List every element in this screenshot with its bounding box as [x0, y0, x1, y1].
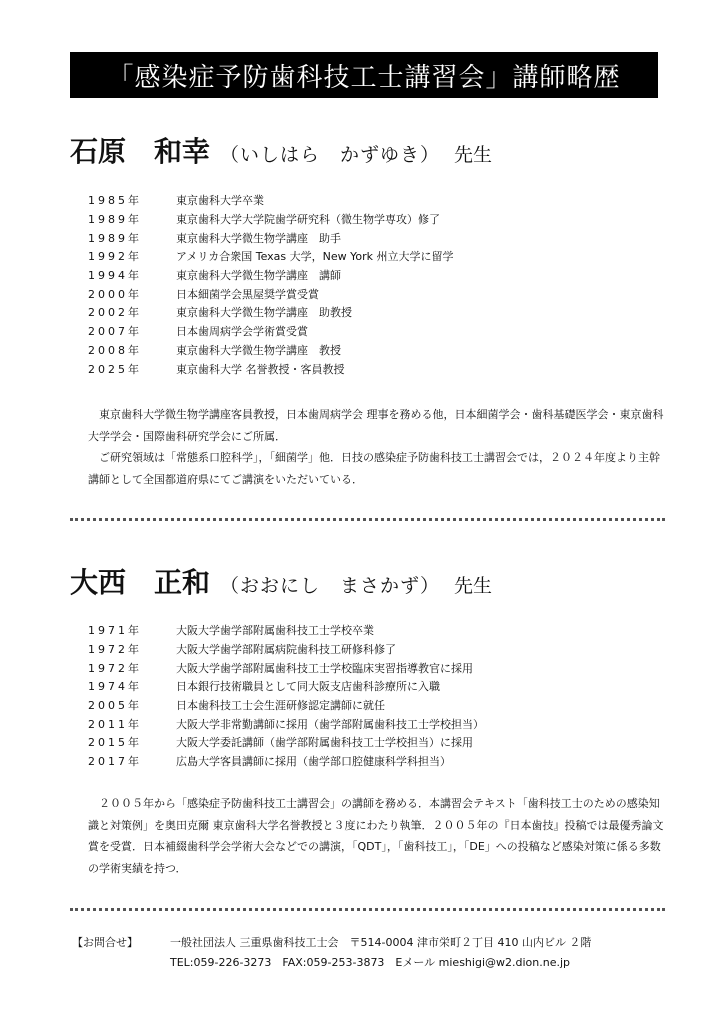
timeline-year: 2015年: [88, 736, 142, 750]
timeline-year: 1974年: [88, 680, 142, 694]
timeline-event: 大阪大学委託講師（歯学部附属歯科技工士学校担当）に採用: [176, 736, 473, 750]
timeline-row: [88, 228, 454, 247]
timeline-year: 1994年: [88, 269, 142, 283]
instructor-2-bio-p1: ２００５年から「感染症予防歯科技工士講習会」の講師を務める．本講習会テキスト「歯科技工士のための感染知識と対策例」を奥田克爾 東京歯科大学名誉教授と３度にわたり執筆．２００５年の『日本歯技』投稿では最優秀論文賞を受賞．日本補綴歯科学会学術大会などでの講演，「QDT」，「歯科技工」，「DE」への投稿など感染対策に係る多数の学術実績を持つ．: [88, 797, 664, 875]
timeline-year: 2007年: [88, 325, 142, 339]
instructor-2-name: 大西 正和: [70, 566, 211, 599]
timeline-year: 1972年: [88, 661, 142, 675]
instructor-2-reading: （おおにし まさかず）: [220, 575, 441, 597]
timeline-row: [88, 266, 454, 285]
timeline-row: [88, 303, 454, 322]
instructor-1-bio-p1: 東京歯科大学微生物学講座客員教授，日本歯周病学会 理事を務める他，日本細菌学会・歯科基礎医学会・東京歯科大学学会・国際歯科研究学会にご所属．: [88, 408, 664, 443]
contact-label: 【お問合せ】: [72, 936, 138, 949]
timeline-event: 日本細菌学会黒屋奨学賞受賞: [176, 287, 319, 301]
timeline-row: [88, 359, 454, 378]
timeline-event: 日本歯科技工士会生涯研修認定講師に就任: [176, 699, 385, 713]
timeline-row: [88, 677, 484, 696]
instructor-2-bio: [88, 793, 668, 879]
timeline-row: [88, 210, 454, 229]
section-divider: [70, 908, 665, 911]
timeline-row: [88, 191, 454, 210]
timeline-year: 1989年: [88, 231, 142, 245]
timeline-year: 1972年: [88, 643, 142, 657]
instructor-2-heading: [70, 561, 492, 601]
section-divider: [70, 518, 665, 521]
instructor-1-timeline: [88, 191, 454, 378]
timeline-year: 2002年: [88, 306, 142, 320]
timeline-year: 2005年: [88, 699, 142, 713]
timeline-year: 2017年: [88, 755, 142, 769]
contact-org: 一般社団法人 三重県歯科技工士会 〒514-0004 津市栄町２丁目 410 山内ビル ２階: [170, 936, 592, 949]
timeline-row: [88, 752, 484, 771]
timeline-event: 広島大学客員講師に採用（歯学部口腔健康科学科担当）: [176, 755, 451, 769]
instructor-1-bio-p2: ご研究領域は「常態系口腔科学」，「細菌学」他．日技の感染症予防歯科技工士講習会では，２０２４年度より主幹講師として全国都道府県にてご講演をいただいている．: [88, 451, 660, 486]
timeline-event: 日本銀行技術職員として同大阪支店歯科診療所に入職: [176, 680, 440, 694]
timeline-event: 大阪大学歯学部附属歯科技工士学校臨床実習指導教官に採用: [176, 661, 473, 675]
timeline-event: 東京歯科大学微生物学講座 助手: [176, 231, 341, 245]
timeline-row: [88, 658, 484, 677]
timeline-event: 大阪大学歯学部附属歯科技工士学校卒業: [176, 624, 374, 638]
timeline-event: 日本歯周病学会学術賞受賞: [176, 325, 308, 339]
instructor-1-bio: [88, 404, 668, 490]
timeline-year: 1992年: [88, 250, 142, 264]
timeline-year: 1971年: [88, 624, 142, 638]
timeline-event: 東京歯科大学微生物学講座 講師: [176, 269, 341, 283]
timeline-row: [88, 640, 484, 659]
page-title: 「感染症予防歯科技工士講習会」講師略歴: [70, 52, 658, 98]
timeline-year: 2000年: [88, 287, 142, 301]
timeline-year: 2025年: [88, 362, 142, 376]
contact-block: [72, 932, 672, 972]
timeline-event: 東京歯科大学大学院歯学研究科（微生物学専攻）修了: [176, 213, 440, 227]
contact-phones: TEL:059-226-3273 FAX:059-253-3873 Eメール mieshigi@w2.dion.ne.jp: [170, 956, 571, 969]
timeline-row: [88, 696, 484, 715]
timeline-year: 2008年: [88, 343, 142, 357]
contact-row: [72, 932, 672, 952]
timeline-row: [88, 621, 484, 640]
timeline-event: 東京歯科大学微生物学講座 教授: [176, 343, 341, 357]
instructor-2-timeline: [88, 621, 484, 771]
timeline-row: [88, 733, 484, 752]
timeline-event: 東京歯科大学卒業: [176, 194, 264, 208]
timeline-row: [88, 247, 454, 266]
contact-row: [72, 952, 672, 972]
timeline-year: 1989年: [88, 213, 142, 227]
instructor-1-honorific: 先生: [454, 144, 493, 166]
instructor-1-reading: （いしはら かずゆき）: [220, 144, 441, 166]
timeline-row: [88, 341, 454, 360]
timeline-year: 2011年: [88, 717, 142, 731]
timeline-row: [88, 284, 454, 303]
timeline-event: 東京歯科大学微生物学講座 助教授: [176, 306, 352, 320]
timeline-event: 大阪大学歯学部附属病院歯科技工研修科修了: [176, 643, 396, 657]
instructor-1-name: 石原 和幸: [70, 135, 211, 168]
instructor-2-honorific: 先生: [454, 575, 493, 597]
timeline-event: 東京歯科大学 名誉教授・客員教授: [176, 362, 345, 376]
timeline-row: [88, 714, 484, 733]
timeline-event: 大阪大学非常勤講師に採用（歯学部附属歯科技工士学校担当）: [176, 717, 484, 731]
timeline-event: アメリカ合衆国 Texas 大学，New York 州立大学に留学: [176, 250, 454, 264]
timeline-year: 1985年: [88, 194, 142, 208]
timeline-row: [88, 322, 454, 341]
instructor-1-heading: [70, 130, 492, 170]
